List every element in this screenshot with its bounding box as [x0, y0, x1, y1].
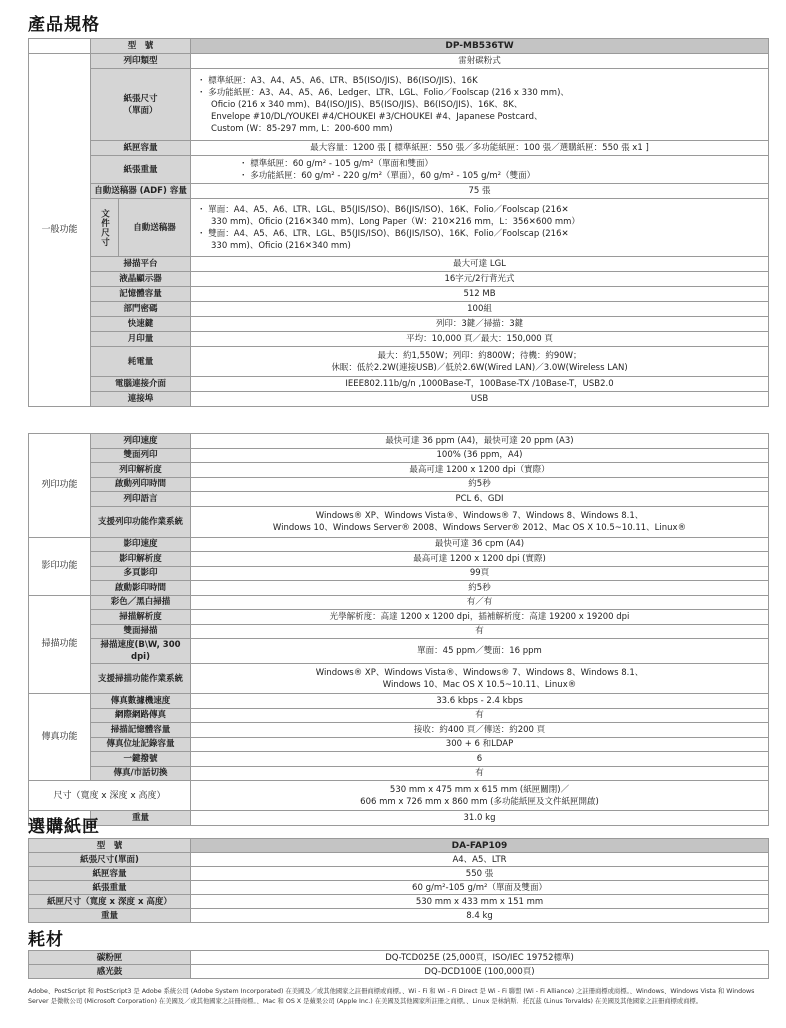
spec-row — [29, 156, 769, 184]
spec-value: IEEE802.11b/g/n ,1000Base-T，100Base-TX /10Base-T，USB2.0 — [191, 377, 769, 392]
spec-row — [29, 332, 769, 347]
spec-label: 影印解析度 — [91, 552, 191, 567]
spec-value: 75 張 — [191, 184, 769, 199]
spec-value: 300 + 6 和LDAP — [191, 737, 769, 752]
spec-row — [29, 664, 769, 694]
weight-label: 重量 — [91, 811, 191, 826]
spec-value: 最高可達 1200 x 1200 dpi（實際） — [191, 463, 769, 478]
spec-row — [29, 69, 769, 141]
spec-value: 100% (36 ppm，A4) — [191, 448, 769, 463]
category-general: 一般功能 — [29, 54, 91, 407]
model-label: 型 號 — [91, 39, 191, 54]
spec-row — [29, 811, 769, 826]
spec-row — [29, 708, 769, 723]
spec-value: 有 — [191, 624, 769, 639]
spec-label: 一鍵撥號 — [91, 752, 191, 767]
spec-value: 512 MB — [191, 287, 769, 302]
spec-label: 掃描平台 — [91, 257, 191, 272]
spec-label: 耗電量 — [91, 347, 191, 377]
spec-label: 列印類型 — [91, 54, 191, 69]
category-copy: 影印功能 — [29, 537, 91, 595]
spec-value: 光學解析度：高達 1200 x 1200 dpi，插補解析度：高達 19200 x 19200 dpi — [191, 610, 769, 625]
spec-label: 網際網路傳真 — [91, 708, 191, 723]
spec-row — [29, 392, 769, 407]
spec-value: 雷射碳粉式 — [191, 54, 769, 69]
spec-value: USB — [191, 392, 769, 407]
spec-row — [29, 287, 769, 302]
consumable-value: DQ-TCD025E (25,000頁，ISO/IEC 19752標準) — [191, 951, 769, 965]
spec-row — [29, 492, 769, 507]
tray-section-title: 選購紙匣 — [28, 817, 100, 837]
tray-value: 8.4 kg — [191, 909, 769, 923]
spec-label: 支援掃描功能作業系統 — [91, 664, 191, 694]
spec-value: 有／有 — [191, 595, 769, 610]
consumable-label: 感光鼓 — [29, 965, 191, 979]
spec-value: 最快可達 36 ppm (A4)，最快可達 20 ppm (A3) — [191, 434, 769, 449]
spec-row — [29, 537, 769, 552]
tray-value: 550 張 — [191, 867, 769, 881]
spec-label: 紙張重量 — [91, 156, 191, 184]
spec-row — [29, 723, 769, 738]
dimensions-label: 尺寸（寬度 x 深度 x 高度） — [29, 781, 191, 811]
spec-row — [29, 694, 769, 709]
spec-row — [29, 610, 769, 625]
spec-value: 99頁 — [191, 566, 769, 581]
consumable-label: 碳粉匣 — [29, 951, 191, 965]
spec-row — [29, 257, 769, 272]
category-fax: 傳真功能 — [29, 694, 91, 781]
spec-label: 掃描速度(B\W, 300 dpi) — [91, 639, 191, 664]
tray-label: 重量 — [29, 909, 191, 923]
spec-label: 雙面掃描 — [91, 624, 191, 639]
spec-value: 最大：約1,550W；列印：約800W；待機：約90W； 休眠：低於2.2W(連接USB)／低於2.6W(Wired LAN)／3.0W(Wireless LAN) — [191, 347, 769, 377]
spec-row — [29, 317, 769, 332]
spec-row — [29, 581, 769, 596]
spec-label: 自動送稿器 — [119, 199, 191, 257]
spec-value: Windows® XP、Windows Vista®、Windows® 7、Windows 8、Windows 8.1、 Windows 10、Windows Server® 2008、Windows Server® 2012、Mac OS X 10.5~10.11、Linux® — [191, 506, 769, 537]
spec-section-title: 產品規格 — [28, 15, 100, 35]
tray-value: 60 g/m²-105 g/m²（單面及雙面） — [191, 881, 769, 895]
spec-label: 紙張尺寸 （單面） — [91, 69, 191, 141]
tray-value: A4、A5、LTR — [191, 853, 769, 867]
spec-label: 傳真位址記錄容量 — [91, 737, 191, 752]
spec-label: 記憶體容量 — [91, 287, 191, 302]
spec-value: 100組 — [191, 302, 769, 317]
spec-table-functions — [28, 433, 769, 826]
spec-label: 雙面列印 — [91, 448, 191, 463]
tray-value: 530 mm x 433 mm x 151 mm — [191, 895, 769, 909]
spec-table — [28, 38, 769, 407]
spec-row — [29, 781, 769, 811]
tray-row — [29, 895, 769, 909]
spec-label: 列印速度 — [91, 434, 191, 449]
spec-value: ・ 標準紙匣：60 g/m² - 105 g/m²（單面和雙面） ・ 多功能紙匣：60 g/m² - 220 g/m²（單面），60 g/m² - 105 g/m²（雙面） — [191, 156, 769, 184]
spec-row — [29, 302, 769, 317]
spec-value: 接收：約400 頁／傳送：約200 頁 — [191, 723, 769, 738]
trademark-footnote: Adobe、PostScript 和 PostScript3 是 Adobe 系統公司 (Adobe System Incorporated) 在美國及／或其他國家之註冊商標或商標。、Wi - Fi 和 Wi - Fi Direct 是 Wi - Fi 聯盟 (Wi - Fi Alliance) 之註冊商標或商標。、Windows、Windows Vista 和 Windows Server 是微軟公司 (Microsoft Corporation) 在美國及／或其他國家之註冊商標。、Mac 和 OS X 是蘋果公司 (Apple Inc.) 在美國及其他國家所註冊之商標。、Linux 是林納斯．托瓦茲 (Linus Torvalds) 在美國及其他國家之註冊商標或商標。 — [28, 988, 755, 1005]
spec-row — [29, 477, 769, 492]
spec-value: Windows® XP、Windows Vista®、Windows® 7、Windows 8、Windows 8.1、 Windows 10、Mac OS X 10.5~10.11、Linux® — [191, 664, 769, 694]
consumables-row — [29, 951, 769, 965]
spec-value: 最快可達 36 cpm (A4) — [191, 537, 769, 552]
spec-value: 有 — [191, 766, 769, 781]
spec-value: 有 — [191, 708, 769, 723]
spec-label: 彩色／黑白掃描 — [91, 595, 191, 610]
spec-label: 多頁影印 — [91, 566, 191, 581]
spec-row — [29, 506, 769, 536]
spec-label: 支援列印功能作業系統 — [91, 506, 191, 537]
spec-value: 16字元/2行背光式 — [191, 272, 769, 287]
spec-label: 部門密碼 — [91, 302, 191, 317]
spec-label: 掃描解析度 — [91, 610, 191, 625]
model-value: DP-MB536TW — [191, 39, 769, 54]
spec-label: 傳真數據機速度 — [91, 694, 191, 709]
spec-value: 33.6 kbps - 2.4 kbps — [191, 694, 769, 709]
spec-value: 最高可達 1200 x 1200 dpi (實際) — [191, 552, 769, 567]
spec-label: 連接埠 — [91, 392, 191, 407]
spec-label: 紙匣容量 — [91, 141, 191, 156]
spec-row — [29, 377, 769, 392]
spec-label: 列印解析度 — [91, 463, 191, 478]
spec-row — [29, 624, 769, 639]
tray-model-label: 型 號 — [29, 839, 191, 853]
consumable-value: DQ-DCD100E (100,000頁) — [191, 965, 769, 979]
tray-label: 紙張尺寸(單面) — [29, 853, 191, 867]
spec-value: PCL 6、GDI — [191, 492, 769, 507]
spec-value: 6 — [191, 752, 769, 767]
consumables-table — [28, 950, 769, 979]
spec-row — [29, 272, 769, 287]
tray-row-model — [29, 839, 769, 853]
spec-row — [29, 141, 769, 156]
spec-label: 啟動影印時間 — [91, 581, 191, 596]
spec-row — [29, 184, 769, 199]
spec-label: 掃描記憶體容量 — [91, 723, 191, 738]
spec-row — [29, 347, 769, 377]
tray-row — [29, 881, 769, 895]
spec-value: ・ 單面：A4、A5、A6、LTR、LGL、B5(JIS/ISO)、B6(JIS/ISO)、16K、Folio／Foolscap (216✕ 330 mm)、Oficio (216✕340 mm)、Long Paper（W：210✕216 mm，L：356✕600 mm） ・ 雙面：A4、A5、A6、LTR、LGL、B5(JIS/ISO)、B6(JIS/ISO)、16K、Folio／Foolscap (216✕ 330 mm)、Oficio (216✕340 mm) — [191, 199, 769, 257]
spec-value: 約5秒 — [191, 581, 769, 596]
spec-row — [29, 566, 769, 581]
category-print: 列印功能 — [29, 434, 91, 538]
tray-table — [28, 838, 769, 923]
spec-value: 最大可達 LGL — [191, 257, 769, 272]
spec-row — [29, 552, 769, 567]
spec-label: 影印速度 — [91, 537, 191, 552]
tray-row — [29, 867, 769, 881]
spec-row — [29, 199, 769, 257]
tray-row — [29, 909, 769, 923]
spec-label: 啟動列印時間 — [91, 477, 191, 492]
tray-row — [29, 853, 769, 867]
spec-value: 平均：10,000 頁／最大：150,000 頁 — [191, 332, 769, 347]
tray-label: 紙匣尺寸（寬度 x 深度 x 高度） — [29, 895, 191, 909]
spec-label: 自動送稿器 (ADF) 容量 — [91, 184, 191, 199]
spec-row — [29, 737, 769, 752]
spec-label: 傳真/市話切換 — [91, 766, 191, 781]
spec-value: 列印：3鍵／掃描：3鍵 — [191, 317, 769, 332]
spec-row — [29, 463, 769, 478]
spec-value: 最大容量：1200 張 [ 標準紙匣：550 張／多功能紙匣：100 張／選購紙匣：550 張 x1 ] — [191, 141, 769, 156]
spec-value: ・ 標準紙匣：A3、A4、A5、A6、LTR、B5(ISO/JIS)、B6(ISO/JIS)、16K ・ 多功能紙匣：A3、A4、A5、A6、Ledger、LTR、LGL、Folio／Foolscap (216 x 330 mm)、 Oficio (216 x 340 mm)、B4(ISO/JIS)、B5(ISO/JIS)、B6(ISO/JIS)、16K、8K、 Envelope #10/DL/YOUKEI #4/CHOUKEI #3/CHOUKEI #4、Japanese Postcard、 Custom (W：85-297 mm, L：200-600 mm) — [191, 69, 769, 141]
doc-size-vertical-label: 文件尺寸 — [91, 199, 119, 257]
spec-row — [29, 766, 769, 781]
spec-row-model — [29, 39, 769, 54]
tray-label: 紙匣容量 — [29, 867, 191, 881]
spec-label: 快速鍵 — [91, 317, 191, 332]
spec-row — [29, 434, 769, 449]
consumables-row — [29, 965, 769, 979]
spec-label: 列印語言 — [91, 492, 191, 507]
spec-row — [29, 752, 769, 767]
spec-row — [29, 595, 769, 610]
dimensions-value: 530 mm x 475 mm x 615 mm (紙匣關閉)／ 606 mm x 726 mm x 860 mm (多功能紙匣及文件紙匣開啟) — [191, 781, 769, 811]
category-scan: 掃描功能 — [29, 595, 91, 694]
spec-value: 約5秒 — [191, 477, 769, 492]
spec-label: 液晶顯示器 — [91, 272, 191, 287]
consumables-section-title: 耗材 — [28, 930, 64, 950]
weight-value: 31.0 kg — [191, 811, 769, 826]
spec-value: 單面：45 ppm／雙面：16 ppm — [191, 639, 769, 664]
spec-row — [29, 639, 769, 664]
spec-row — [29, 448, 769, 463]
spec-label: 月印量 — [91, 332, 191, 347]
spec-label: 電腦連接介面 — [91, 377, 191, 392]
spec-row — [29, 54, 769, 69]
tray-model-value: DA-FAP109 — [191, 839, 769, 853]
tray-label: 紙張重量 — [29, 881, 191, 895]
